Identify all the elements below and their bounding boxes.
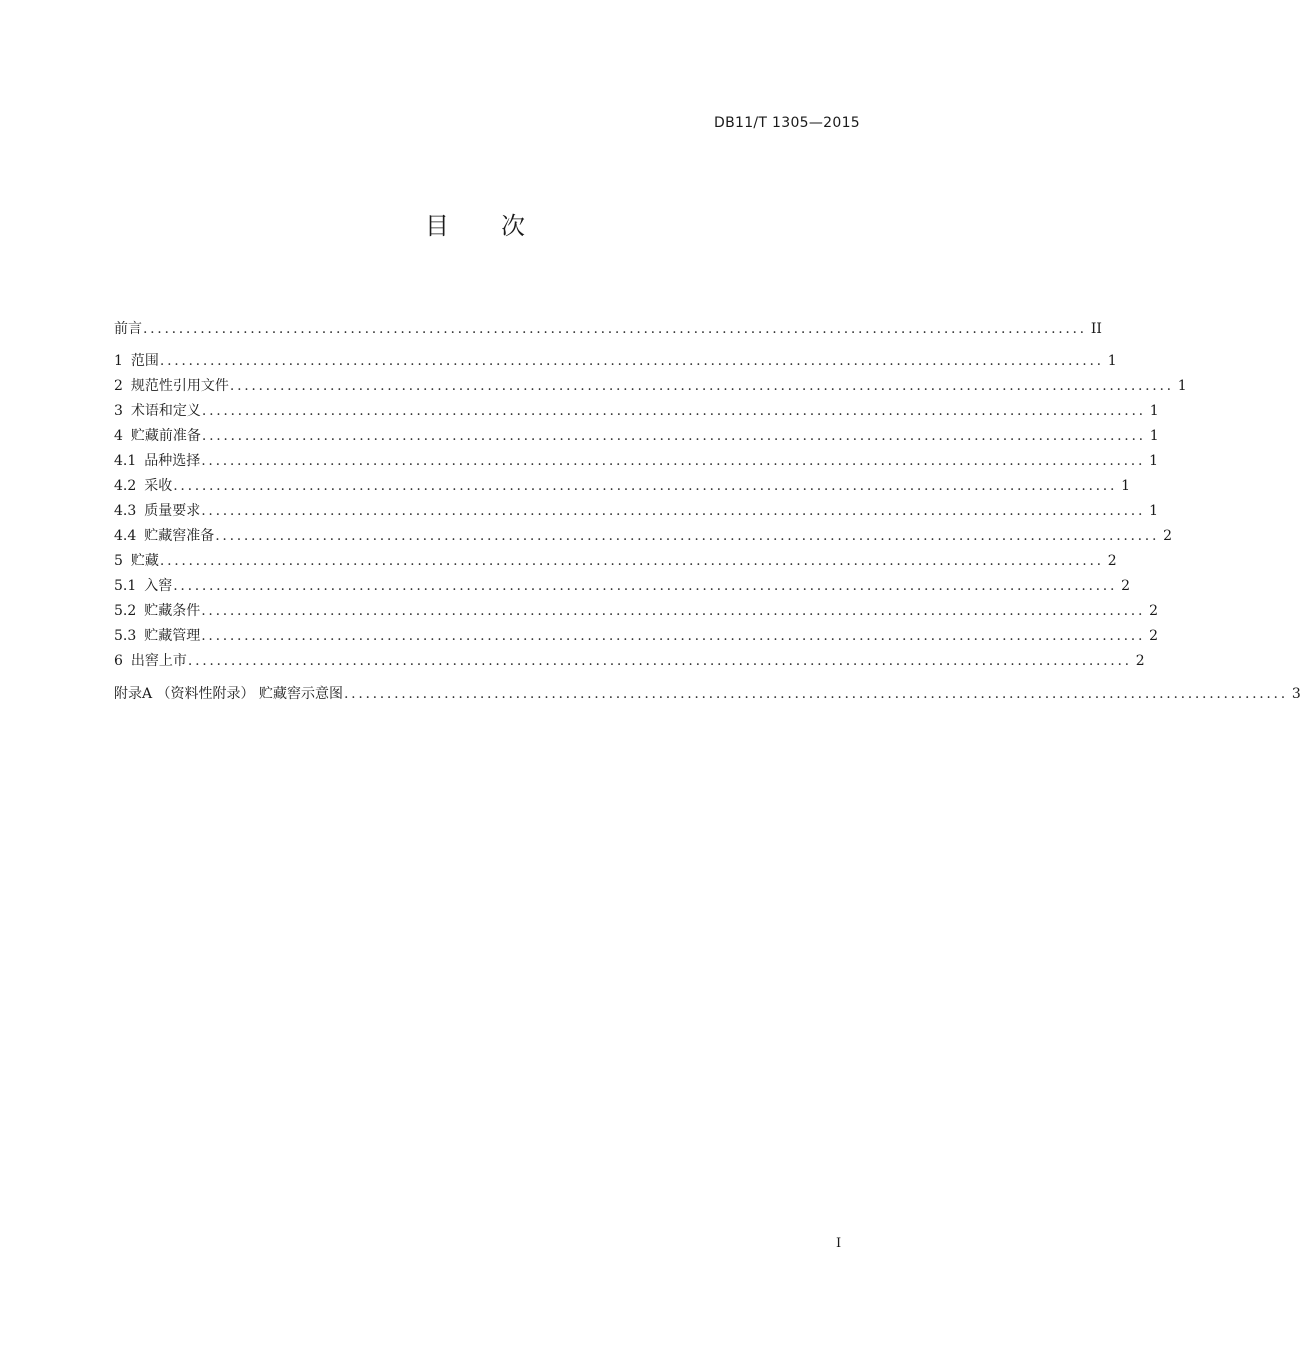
toc-section-title: 贮藏管理 (144, 628, 201, 644)
toc-section-number: 4.2 (114, 478, 137, 494)
toc-page-number: 2 (1149, 603, 1159, 619)
toc-section-number: 3 (114, 403, 123, 419)
toc-section-number: 4 (114, 428, 123, 444)
toc-leader-dots: .................................................................................................................................... (159, 353, 1104, 369)
toc-page-number: 2 (1135, 653, 1145, 669)
toc-leader-dots: .................................................................................................................................... (173, 578, 1118, 594)
toc-section-title: 质量要求 (144, 503, 201, 519)
toc-leader-dots: .................................................................................................................................... (201, 428, 1146, 444)
toc-section-number: 6 (114, 653, 123, 669)
toc-entry-preface[interactable] (114, 317, 1102, 349)
toc-section-title: 采收 (144, 478, 173, 494)
toc-entry-4-1[interactable] (114, 449, 1159, 474)
toc-entry-5-3[interactable] (114, 624, 1159, 649)
toc-entry-5-2[interactable] (114, 599, 1159, 624)
toc-entry-label (114, 349, 159, 374)
toc-leader-dots: .................................................................................................................................... (201, 453, 1146, 469)
toc-entry-6[interactable] (114, 649, 1145, 674)
toc-leader-dots: .................................................................................................................................... (173, 478, 1118, 494)
toc-section-number: 4.4 (114, 528, 137, 544)
toc-entry-label (114, 549, 159, 574)
toc-entry-label (114, 424, 201, 449)
toc-page-number: 3 (1291, 686, 1301, 702)
toc-section-title: 规范性引用文件 (130, 378, 229, 394)
toc-page-number: 1 (1177, 378, 1187, 394)
toc-page-number: 1 (1149, 403, 1159, 419)
toc-entry-4-3[interactable] (114, 499, 1159, 524)
toc-leader-dots: .................................................................................................................................... (215, 528, 1160, 544)
table-of-contents (114, 317, 1301, 707)
toc-section-title: 术语和定义 (130, 403, 201, 419)
toc-leader-dots: .................................................................................................................................... (201, 628, 1146, 644)
toc-section-title: 贮藏 (130, 553, 159, 569)
toc-section-title: 入窖 (144, 578, 173, 594)
toc-leader-dots: .................................................................................................................................... (229, 378, 1174, 394)
toc-entry-label (114, 449, 200, 474)
toc-leader-dots: .................................................................................................................................... (159, 553, 1104, 569)
toc-entry-label (114, 474, 172, 499)
toc-section-number: 5.3 (114, 628, 137, 644)
toc-entry-4-2[interactable] (114, 474, 1131, 499)
toc-page-number: 2 (1149, 628, 1159, 644)
toc-entry-appendix-a[interactable] (114, 682, 1301, 707)
toc-entry-label (114, 499, 200, 524)
toc-section-title: 贮藏条件 (144, 603, 201, 619)
toc-leader-dots: .................................................................................................................................... (187, 653, 1132, 669)
toc-page-number: 2 (1121, 578, 1131, 594)
toc-entry-label (114, 599, 200, 624)
toc-page-number: 1 (1149, 453, 1159, 469)
toc-section-number: 1 (114, 353, 123, 369)
page-number: I (836, 1236, 842, 1251)
toc-section-title: 贮藏前准备 (130, 428, 201, 444)
toc-leader-dots: .................................................................................................................................... (201, 403, 1146, 419)
toc-section-title: 出窖上市 (130, 653, 187, 669)
toc-section-number: 4.1 (114, 453, 137, 469)
toc-section-number: 2 (114, 378, 123, 394)
toc-entry-label (114, 649, 187, 674)
toc-page-number: 2 (1163, 528, 1173, 544)
toc-section-number: 5.2 (114, 603, 137, 619)
toc-entry-label: 前言 (114, 321, 142, 337)
toc-leader-dots: .................................................................................................................................... (201, 503, 1146, 519)
toc-entry-label (114, 524, 214, 549)
toc-entry-1[interactable] (114, 349, 1117, 374)
toc-entry-label (114, 374, 229, 399)
toc-entry-5-1[interactable] (114, 574, 1131, 599)
toc-page-number: 1 (1149, 428, 1159, 444)
toc-entry-label (114, 574, 172, 599)
toc-entry-2[interactable] (114, 374, 1187, 399)
toc-leader-dots: .................................................................................................................................... (201, 603, 1146, 619)
toc-entry-4-4[interactable] (114, 524, 1173, 549)
toc-entry-4[interactable] (114, 424, 1159, 449)
toc-section-number: 4.3 (114, 503, 137, 519)
toc-section-title: 贮藏窖准备 (144, 528, 215, 544)
toc-page-number: II (1090, 321, 1102, 337)
toc-leader-dots: .................................................................................................................................... (143, 321, 1087, 337)
toc-entry-label: 附录A （资料性附录） 贮藏窖示意图 (114, 686, 344, 702)
toc-page-number: 1 (1149, 503, 1159, 519)
toc-page-number: 1 (1107, 353, 1117, 369)
page-title: 目次 (425, 212, 577, 240)
toc-entry-5[interactable] (114, 549, 1117, 574)
toc-section-number: 5 (114, 553, 123, 569)
toc-page-number: 1 (1121, 478, 1131, 494)
toc-entry-label (114, 624, 200, 649)
toc-leader-dots: .................................................................................................................................... (344, 686, 1288, 702)
toc-section-title: 品种选择 (144, 453, 201, 469)
toc-entry-label (114, 399, 201, 424)
toc-section-title: 范围 (130, 353, 159, 369)
document-code: DB11/T 1305—2015 (714, 115, 860, 131)
toc-entry-3[interactable] (114, 399, 1159, 424)
toc-page-number: 2 (1107, 553, 1117, 569)
toc-section-number: 5.1 (114, 578, 137, 594)
